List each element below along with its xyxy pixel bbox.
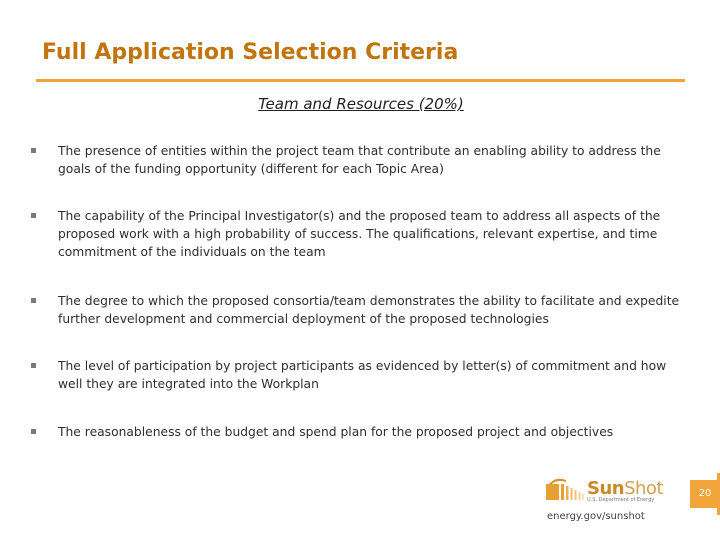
page-number: 20 [690,480,720,508]
square-bullet-icon [31,429,36,434]
criterion-text: The capability of the Principal Investigator(s) and the proposed team to address all aspects of the proposed work with a high probability of success. The qualifications, relevant expertise, and time commitment of the individuals on the team [58,209,661,259]
logo-wordmark [587,478,663,499]
slide-title: Full Application Selection Criteria [42,40,459,65]
criterion-text: The degree to which the proposed consortia/team demonstrates the ability to facilitate and expedite further development and commercial deployment of the proposed technologies [58,294,680,326]
criterion-text: The reasonableness of the budget and spend plan for the proposed project and objectives [58,425,614,439]
footer-url: energy.gov/sunshot [547,511,645,522]
square-bullet-icon [31,213,36,218]
criterion-text: The level of participation by project participants as evidenced by letter(s) of commitment and how well they are integrated into the Workplan [58,359,667,391]
criterion-text: The presence of entities within the project team that contribute an enabling ability to address the goals of the funding opportunity (different for each Topic Area) [58,144,661,176]
square-bullet-icon [31,298,36,303]
sunshot-logo [546,478,691,502]
logo-word-sun: Sun [587,478,625,499]
section-heading-text: Team and Resources (20%) [258,95,464,113]
sun-rays-icon [546,478,586,502]
logo-word-shot: Shot [624,478,663,499]
logo-subtitle: U.S. Department of Energy [587,497,655,503]
square-bullet-icon [31,148,36,153]
square-bullet-icon [31,363,36,368]
